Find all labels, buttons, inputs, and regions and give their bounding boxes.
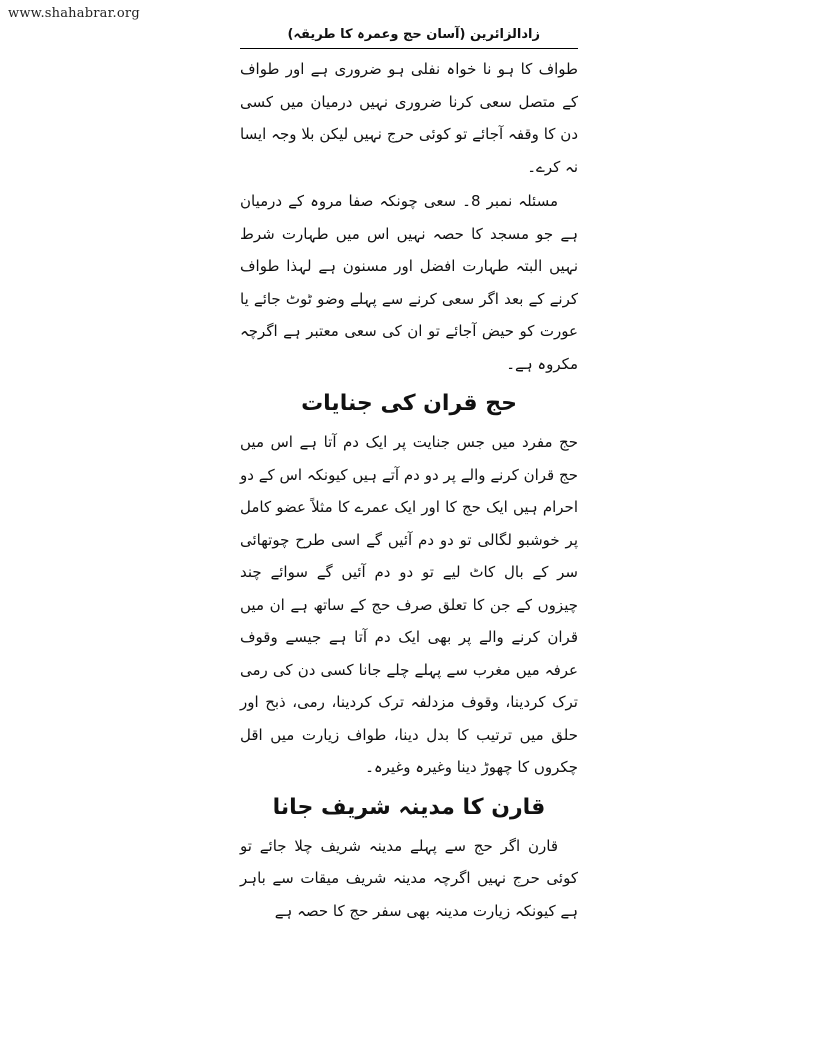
header-divider [240,48,578,49]
running-header: زادالزائرین (آسان حج وعمرہ کا طریقہ) [287,27,540,42]
paragraph-qiran-violations: حج مفرد میں جس جنایت پر ایک دم آتا ہے اس میں حج قران کرنے والے پر دو دم آتے ہیں کیونکہ اس کے دو احرام ہیں ایک حج کا اور ایک عمرے کا مثلاً عضو کامل پر خوشبو لگالی تو دو دم آئیں گے اسی طرح چوتھائی سر کے بال کاٹ لیے تو دو دم آئیں گے سوائے چند چیزوں کے جن کا تعلق صرف حج کے ساتھ ہے ان میں قران کرنے والے پر بھی ایک دم آتا ہے جیسے وقوف عرفہ میں مغرب سے پہلے چلے جانا کسی دن کی رمی ترک کردینا، وقوف مزدلفہ ترک کردینا، رمی، ذبح اور حلق میں ترتیب کا بدل دینا، طواف زیارت میں اقل چکروں کا چھوڑ دینا وغیرہ وغیرہ۔ [240,433,578,776]
site-watermark: www.shahabrar.org [8,6,140,21]
section-heading-qiran-violations: حج قران کی جنایات [301,391,517,416]
section-heading-qarin-madina: قارن کا مدینہ شریف جانا [272,794,546,820]
paragraph-qarin-madina: قارن اگر حج سے پہلے مدینہ شریف چلا جائے تو کوئی حرج نہیں اگرچہ مدینہ شریف میقات سے باہر ہے کیونکہ زیارت مدینہ بھی سفر حج کا حصہ ہے [240,836,578,920]
book-page [240,24,578,927]
paragraph-tawaf-sai: طواف کا ہو نا خواہ نفلی ہو ضروری ہے اور طواف کے متصل سعی کرنا ضروری نہیں درمیان میں کسی دن کا وقفہ آجائے تو کوئی حرج نہیں لیکن بلا وجہ ایسا نہ کرے۔ [240,60,578,176]
paragraph-masala-8: مسئلہ نمبر 8۔ سعی چونکہ صفا مروہ کے درمیان ہے جو مسجد کا حصہ نہیں اس میں طہارت شرط نہیں البتہ طہارت افضل اور مسنون ہے لہذا طواف کرنے کے بعد اگر سعی کرنے سے پہلے وضو ٹوٹ جائے یا عورت کو حیض آجائے تو ان کی سعی معتبر ہے اگرچہ مکروہ ہے۔ [240,192,578,373]
